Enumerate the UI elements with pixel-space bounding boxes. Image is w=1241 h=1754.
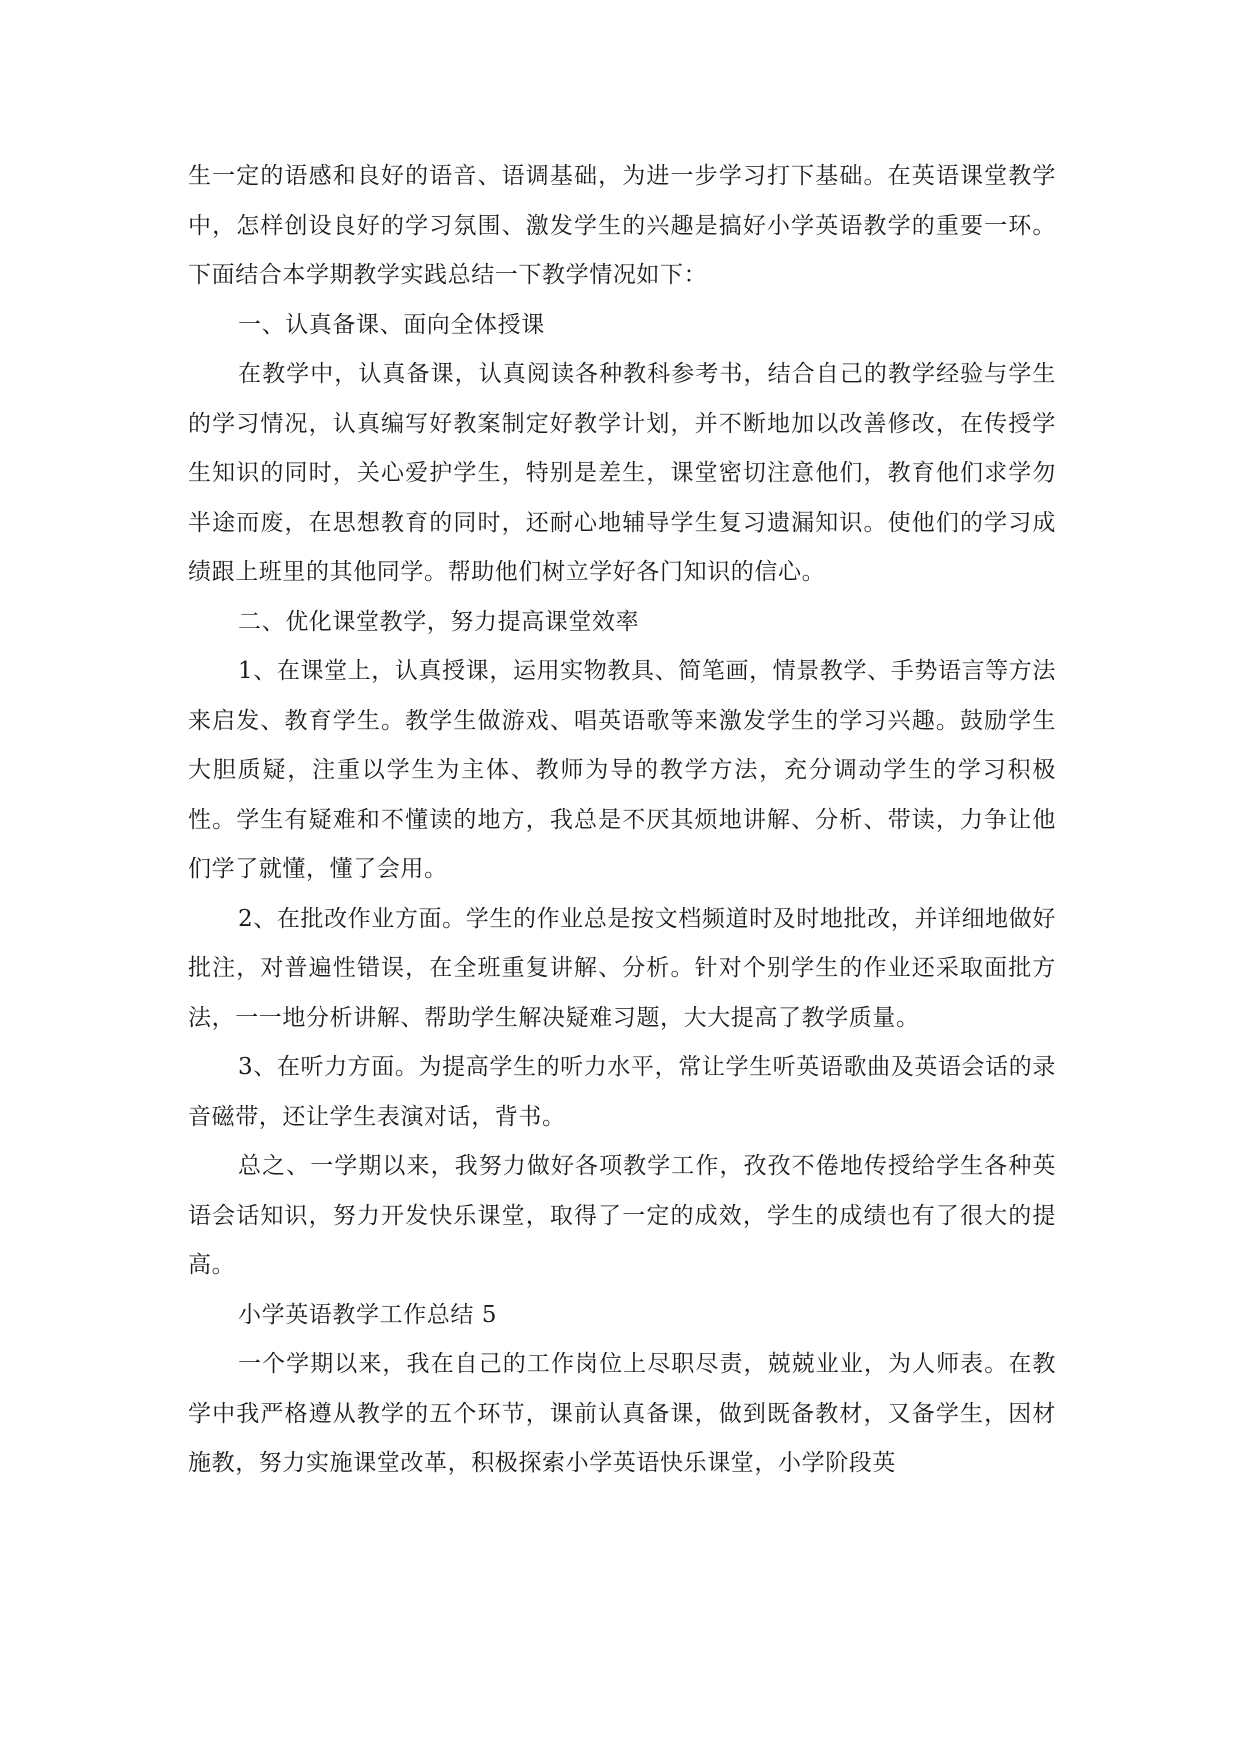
paragraph-intro-continuation: 生一定的语感和良好的语音、语调基础，为进一步学习打下基础。在英语课堂教学中，怎样创设良好的学习氛围、激发学生的兴趣是搞好小学英语教学的重要一环。下面结合本学期教学实践总结一下教学情况如下： [188,163,1056,288]
paragraph-semester-overview: 一个学期以来，我在自己的工作岗位上尽职尽责，兢兢业业，为人师表。在教学中我严格遵从教学的五个环节，课前认真备课，做到既备教材，又备学生，因材施教，努力实施课堂改革，积极探索小学英语快乐课堂，小学阶段英 [188,1351,1056,1476]
paragraph-summary: 总之、一学期以来，我努力做好各项教学工作，孜孜不倦地传授给学生各种英语会话知识，努力开发快乐课堂，取得了一定的成效，学生的成绩也有了很大的提高。 [188,1153,1056,1278]
paragraph-lesson-preparation: 在教学中，认真备课，认真阅读各种教科参考书，结合自己的教学经验与学生的学习情况，认真编写好教案制定好教学计划，并不断地加以改善修改，在传授学生知识的同时，关心爱护学生，特别是差生，课堂密切注意他们，教育他们求学勿半途而废，在思想教育的同时，还耐心地辅导学生复习遗漏知识。使他们的学习成绩跟上班里的其他同学。帮助他们树立学好各门知识的信心。 [188,361,1056,585]
section-title-summary-5: 小学英语教学工作总结 5 [238,1301,498,1328]
paragraph-listening: 3、在听力方面。为提高学生的听力水平，常让学生听英语歌曲及英语会话的录音磁带，还让学生表演对话，背书。 [188,1054,1056,1130]
section-heading-2: 二、优化课堂教学，努力提高课堂效率 [238,608,640,635]
document-page [188,152,1056,1489]
section-heading-1: 一、认真备课、面向全体授课 [238,311,545,338]
paragraph-homework-correction: 2、在批改作业方面。学生的作业总是按文档频道时及时地批改，并详细地做好批注，对普遍性错误，在全班重复讲解、分析。针对个别学生的作业还采取面批方法，一一地分析讲解、帮助学生解决疑难习题，大大提高了教学质量。 [188,905,1056,1031]
paragraph-classroom-teaching: 1、在课堂上，认真授课，运用实物教具、简笔画，情景教学、手势语言等方法来启发、教育学生。教学生做游戏、唱英语歌等来激发学生的学习兴趣。鼓励学生大胆质疑，注重以学生为主体、教师为导的教学方法，充分调动学生的学习积极性。学生有疑难和不懂读的地方，我总是不厌其烦地讲解、分析、带读，力争让他们学了就懂，懂了会用。 [188,658,1056,882]
